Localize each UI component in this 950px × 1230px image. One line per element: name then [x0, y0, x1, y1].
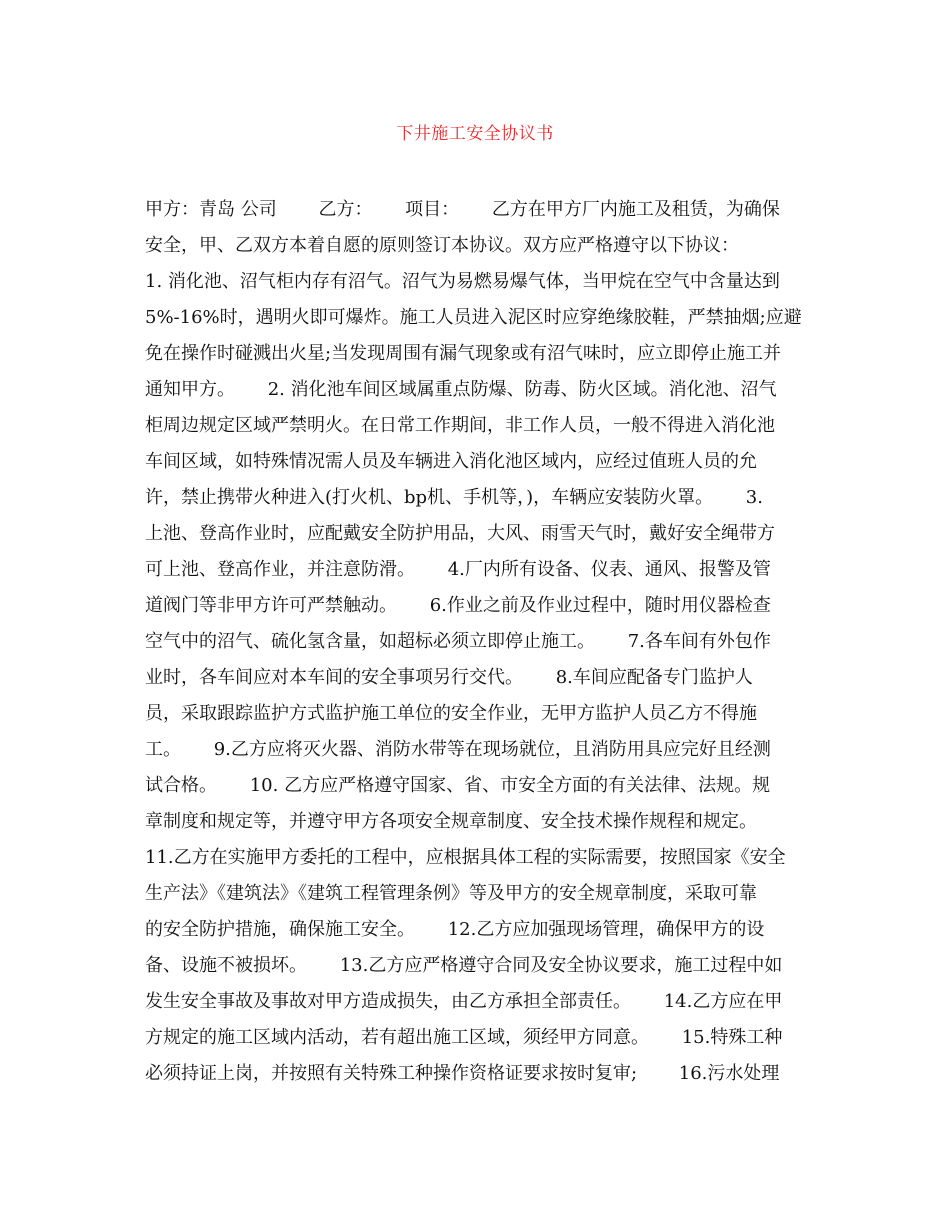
text-line: 必须持证上岗，并按照有关特殊工种操作资格证要求按时复审; 16.污水处理 — [145, 1063, 780, 1084]
text-line: 11.乙方在实施甲方委托的工程中，应根据具体工程的实际需要，按照国家《安全 — [145, 847, 786, 868]
text-line: 试合格。 10. 乙方应严格遵守国家、省、市安全方面的有关法律、法规。规 — [145, 775, 771, 796]
text-line: 工。 9.乙方应将灭火器、消防水带等在现场就位，且消防用具应完好且经测 — [145, 739, 771, 760]
text-line: 1. 消化池、沼气柜内存有沼气。沼气为易燃易爆气体，当甲烷在空气中含量达到 — [145, 271, 780, 292]
text-line: 柜周边规定区域严禁明火。在日常工作期间，非工作人员，一般不得进入消化池 — [145, 415, 775, 436]
document-title: 下井施工安全协议书 — [396, 124, 554, 144]
text-line: 免在操作时碰溅出火星;当发现周围有漏气现象或有沼气味时，应立即停止施工并 — [145, 343, 782, 364]
text-line: 空气中的沼气、硫化氢含量，如超标必须立即停止施工。 7.各车间有外包作 — [145, 631, 771, 652]
text-line: 方规定的施工区域内活动，若有超出施工区域，须经甲方同意。 15.特殊工种 — [145, 1027, 783, 1048]
text-line: 甲方：青岛 公司 乙方： 项目： 乙方在甲方厂内施工及租赁，为确保 — [145, 199, 780, 220]
text-line: 通知甲方。 2. 消化池车间区域属重点防爆、防毒、防火区域。消化池、沼气 — [145, 379, 777, 400]
text-line: 发生安全事故及事故对甲方造成损失，由乙方承担全部责任。 14.乙方应在甲 — [145, 991, 783, 1012]
text-line: 备、设施不被损坏。 13.乙方应严格遵守合同及安全协议要求，施工过程中如 — [145, 955, 783, 976]
text-line: 员，采取跟踪监护方式监护施工单位的安全作业，无甲方监护人员乙方不得施 — [145, 703, 757, 724]
text-line: 生产法》《建筑法》《建筑工程管理条例》等及甲方的安全规章制度，采取可靠 — [145, 883, 757, 904]
text-line: 上池、登高作业时，应配戴安全防护用品，大风、雨雪天气时，戴好安全绳带方 — [145, 523, 775, 544]
text-line: 5%-16%时，遇明火即可爆炸。施工人员进入泥区时应穿绝缘胶鞋，严禁抽烟;应避 — [145, 307, 802, 328]
text-line: 车间区域，如特殊情况需人员及车辆进入消化池区域内，应经过值班人员的允 — [145, 451, 757, 472]
text-line: 安全，甲、乙双方本着自愿的原则签订本协议。双方应严格遵守以下协议： — [145, 235, 739, 256]
text-line: 业时，各车间应对本车间的安全事项另行交代。 8.车间应配备专门监护人 — [145, 667, 753, 688]
text-line: 的安全防护措施，确保施工安全。 12.乙方应加强现场管理，确保甲方的设 — [145, 919, 765, 940]
text-line: 道阀门等非甲方许可严禁触动。 6.作业之前及作业过程中，随时用仪器检查 — [145, 595, 771, 616]
text-line: 章制度和规定等，并遵守甲方各项安全规章制度、安全技术操作规程和规定。 — [145, 811, 757, 832]
text-line: 可上池、登高作业，并注意防滑。 4.厂内所有设备、仪表、通风、报警及管 — [145, 559, 771, 580]
text-line: 许，禁止携带火种进入(打火机、bp机、手机等，)，车辆应安装防火罩。 3. — [145, 487, 763, 508]
